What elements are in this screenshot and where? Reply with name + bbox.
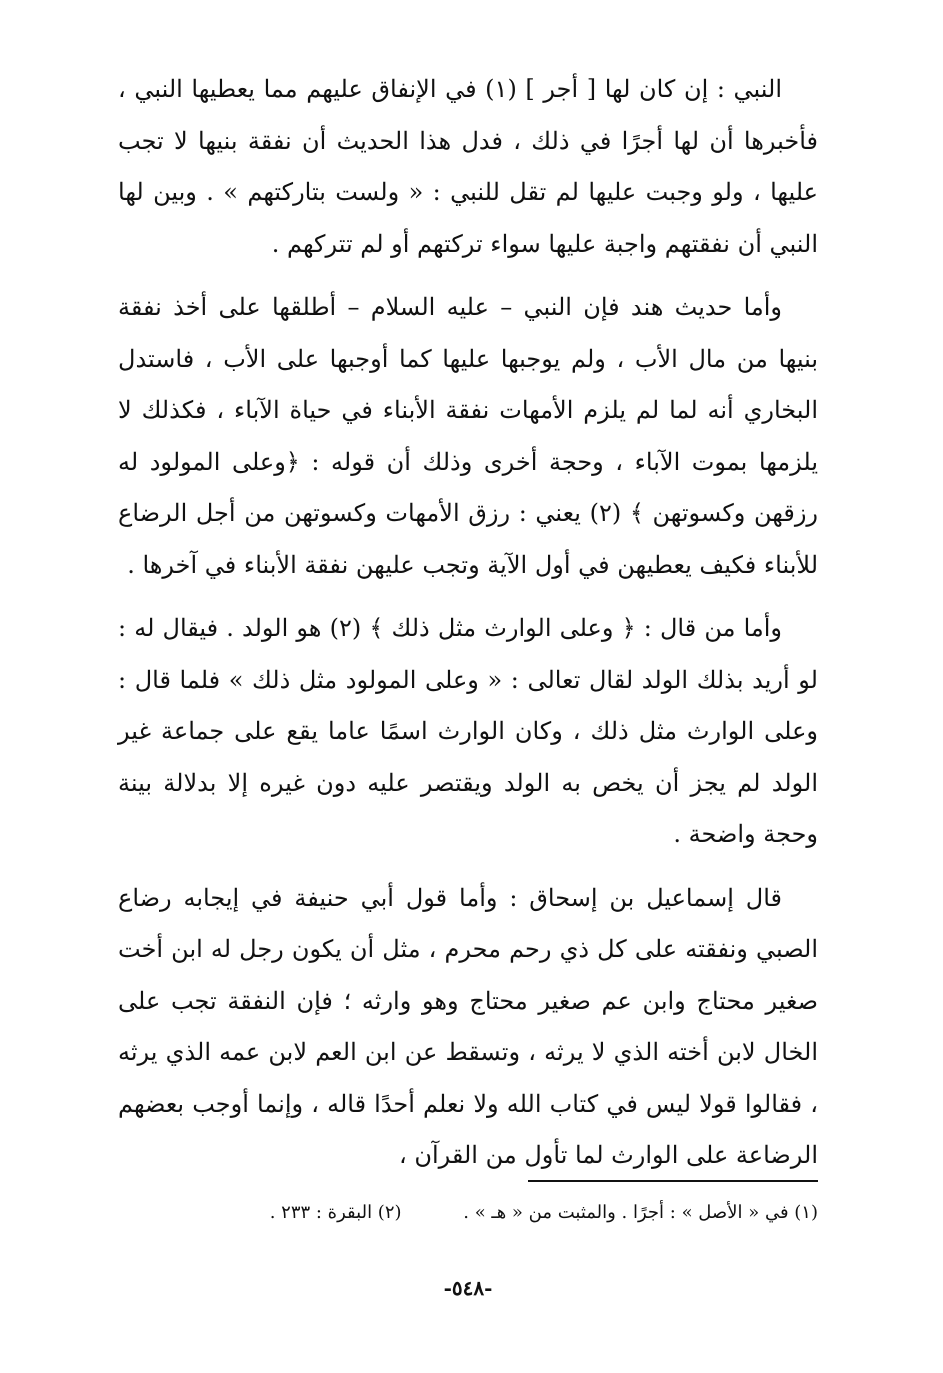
footnote-2: (٢) البقرة : ٢٣٣ . bbox=[269, 1202, 402, 1223]
footnote-divider bbox=[528, 1180, 818, 1182]
paragraph-2: وأما حديث هند فإن النبي – عليه السلام – أطلقها على أخذ نفقة بنيها من مال الأب ، ولم يوجبها عليها كما أوجبها على الأب ، فاستدل البخاري أنه لما لم يلزم الأمهات نفقة الأبناء في حياة الآباء ، فكذلك لا يلزمها بموت الآباء ، وحجة أخرى وذلك أن قوله : ﴿وعلى المولود له رزقهن وكسوتهن ﴾ (٢) يعني : رزق الأمهات وكسوتهن من أجل الرضاع للأبناء فكيف يعطيهن في أول الآية وتجب عليهن نفقة الأبناء في آخرها . bbox=[118, 293, 819, 579]
paragraph-3: وأما من قال : ﴿ وعلى الوارث مثل ذلك ﴾ (٢) هو الولد . فيقال له : لو أريد بذلك الولد لقال تعالى : « وعلى المولود مثل ذلك » فلما قال : وعلى الوارث مثل ذلك ، وكان الوارث اسمًا عاما يقع على جماعة غير الولد لم يجز أن يخص به الولد ويقتصر عليه دون غيره إلا بدلالة بينة وحجة واضحة . bbox=[118, 614, 818, 848]
paragraph-4: قال إسماعيل بن إسحاق : وأما قول أبي حنيفة في إيجابه رضاع الصبي ونفقته على كل ذي رحم محرم ، مثل أن يكون رجل له ابن أخت صغير محتاج وابن عم صغير محتاج وهو وارثه ؛ فإن النفقة تجب على الخال لابن أخته الذي لا يرثه ، وتسقط عن ابن العم لابن عمه الذي يرثه ، فقالوا قولا ليس في كتاب الله ولا نعلم أحدًا قاله ، وإنما أوجب بعضهم الرضاعة على الوارث لما تأول من القرآن ، bbox=[118, 883, 818, 1169]
footnotes bbox=[118, 1199, 818, 1227]
document-page bbox=[118, 64, 818, 1324]
page-number: -٥٤٨- bbox=[443, 1276, 493, 1300]
paragraph-1: النبي : إن كان لها [ أجر ] (١) في الإنفاق عليهم مما يعطيها النبي ، فأخبرها أن لها أجرًا في ذلك ، فدل هذا الحديث أن نفقة بنيها لا تجب عليها ، ولو وجبت عليها لم تقل للنبي : « ولست بتاركتهم » . وبين لها النبي أن نفقتهم واجبة عليها سواء تركتهم أو لم تتركهم . bbox=[118, 75, 818, 258]
footnote-1: (١) في « الأصل » : أجرًا . والمثبت من « هـ » . bbox=[463, 1202, 818, 1223]
